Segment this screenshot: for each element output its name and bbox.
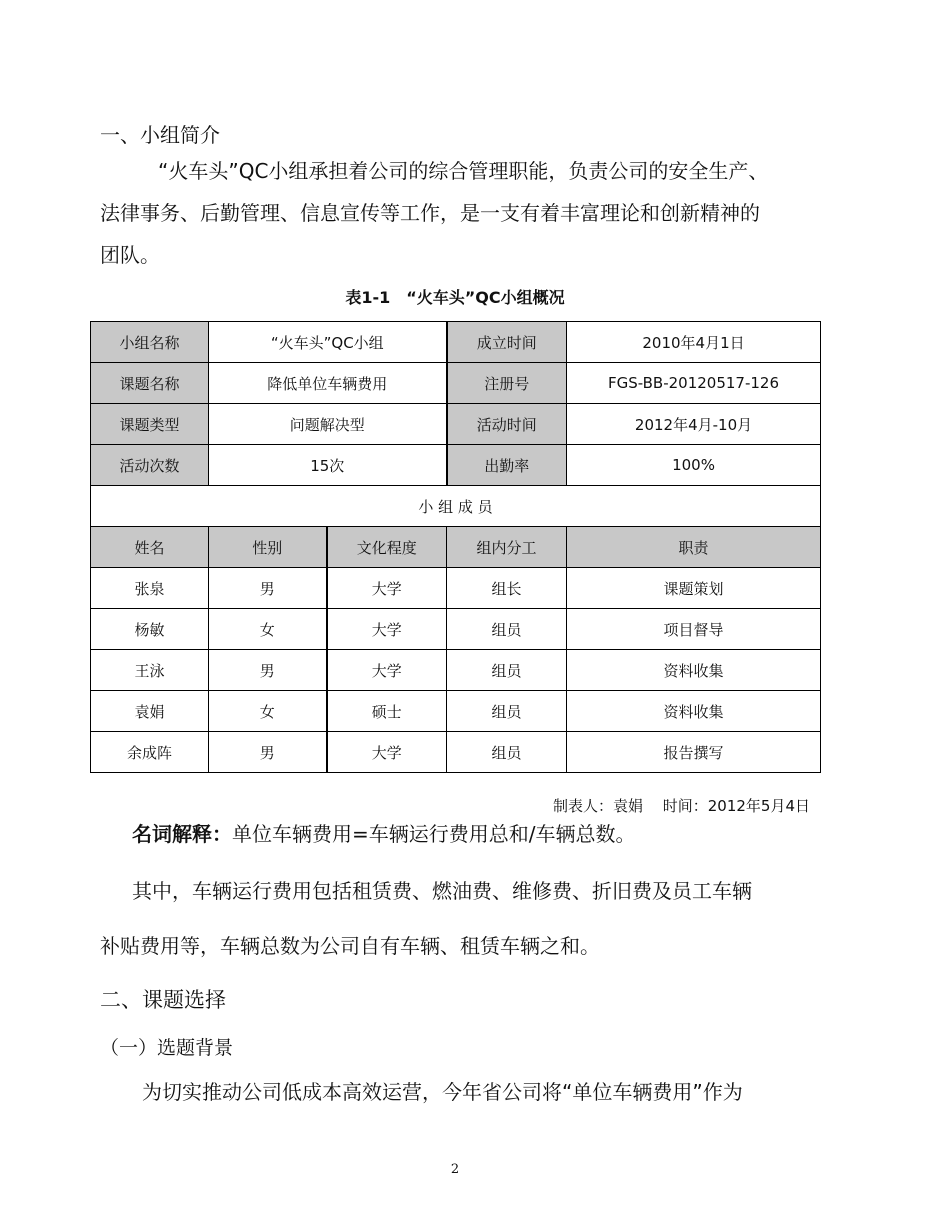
definition-term: 名词解释： [132, 822, 232, 846]
member-cell: 课题策划 [567, 568, 821, 609]
table-row [91, 732, 821, 773]
table-row [91, 404, 821, 445]
label-cell: 小组名称 [91, 322, 209, 363]
section1-heading: 一、小组简介 [100, 123, 220, 147]
subsection1-heading: （一）选题背景 [100, 1037, 234, 1059]
qc-overview-table [90, 321, 821, 773]
definition-text: 单位车辆费用=车辆运行费用总和/车辆总数。 [232, 822, 636, 846]
member-cell: 张泉 [91, 568, 209, 609]
member-cell: 男 [209, 650, 327, 691]
member-cell: 男 [209, 568, 327, 609]
intro-line-3: 团队。 [100, 243, 160, 267]
label-cell: 成立时间 [447, 322, 567, 363]
label-cell: 课题类型 [91, 404, 209, 445]
member-header-row [91, 527, 821, 568]
member-cell: 组员 [447, 691, 567, 732]
member-cell: 报告撰写 [567, 732, 821, 773]
value-cell: “火车头”QC小组 [209, 322, 447, 363]
member-cell: 女 [209, 691, 327, 732]
header-cell: 职责 [567, 527, 821, 568]
member-cell: 项目督导 [567, 609, 821, 650]
definition-line-3: 补贴费用等，车辆总数为公司自有车辆、租赁车辆之和。 [100, 934, 600, 958]
members-title: 小 组 成 员 [91, 486, 821, 527]
table-row [91, 609, 821, 650]
value-cell: FGS-BB-20120517-126 [567, 363, 821, 404]
intro-line-2: 法律事务、后勤管理、信息宣传等工作，是一支有着丰富理论和创新精神的 [100, 201, 760, 225]
header-cell: 性别 [209, 527, 327, 568]
value-cell: 降低单位车辆费用 [209, 363, 447, 404]
member-cell: 组员 [447, 732, 567, 773]
member-cell: 硕士 [327, 691, 447, 732]
table-row [91, 322, 821, 363]
table-row [91, 363, 821, 404]
header-cell: 文化程度 [327, 527, 447, 568]
member-cell: 王泳 [91, 650, 209, 691]
value-cell: 15次 [209, 445, 447, 486]
label-cell: 活动次数 [91, 445, 209, 486]
value-cell: 问题解决型 [209, 404, 447, 445]
value-cell: 2010年4月1日 [567, 322, 821, 363]
table-row [91, 568, 821, 609]
table-maker-note: 制表人：袁娟 时间：2012年5月4日 [552, 797, 810, 815]
value-cell: 100% [567, 445, 821, 486]
header-cell: 姓名 [91, 527, 209, 568]
member-cell: 余成阵 [91, 732, 209, 773]
intro-line-1: “火车头”QC小组承担着公司的综合管理职能，负责公司的安全生产、 [158, 159, 769, 183]
member-cell: 资料收集 [567, 691, 821, 732]
page-number: 2 [450, 1162, 460, 1177]
label-cell: 注册号 [447, 363, 567, 404]
table-caption: 表1-1 “火车头”QC小组概况 [345, 288, 565, 307]
member-cell: 大学 [327, 650, 447, 691]
section2-heading: 二、课题选择 [100, 988, 226, 1012]
member-cell: 袁娟 [91, 691, 209, 732]
member-cell: 组员 [447, 650, 567, 691]
member-cell: 大学 [327, 609, 447, 650]
member-cell: 组员 [447, 609, 567, 650]
member-cell: 杨敏 [91, 609, 209, 650]
table-row [91, 650, 821, 691]
member-cell: 资料收集 [567, 650, 821, 691]
label-cell: 出勤率 [447, 445, 567, 486]
label-cell: 课题名称 [91, 363, 209, 404]
member-cell: 大学 [327, 732, 447, 773]
label-cell: 活动时间 [447, 404, 567, 445]
member-cell: 男 [209, 732, 327, 773]
member-cell: 大学 [327, 568, 447, 609]
background-line-1: 为切实推动公司低成本高效运营，今年省公司将“单位车辆费用”作为 [142, 1080, 743, 1104]
header-cell: 组内分工 [447, 527, 567, 568]
members-title-row [91, 486, 821, 527]
definition-line [132, 818, 636, 847]
member-cell: 组长 [447, 568, 567, 609]
table-row [91, 691, 821, 732]
value-cell: 2012年4月-10月 [567, 404, 821, 445]
member-cell: 女 [209, 609, 327, 650]
definition-line-2: 其中，车辆运行费用包括租赁费、燃油费、维修费、折旧费及员工车辆 [132, 879, 752, 903]
table-row [91, 445, 821, 486]
